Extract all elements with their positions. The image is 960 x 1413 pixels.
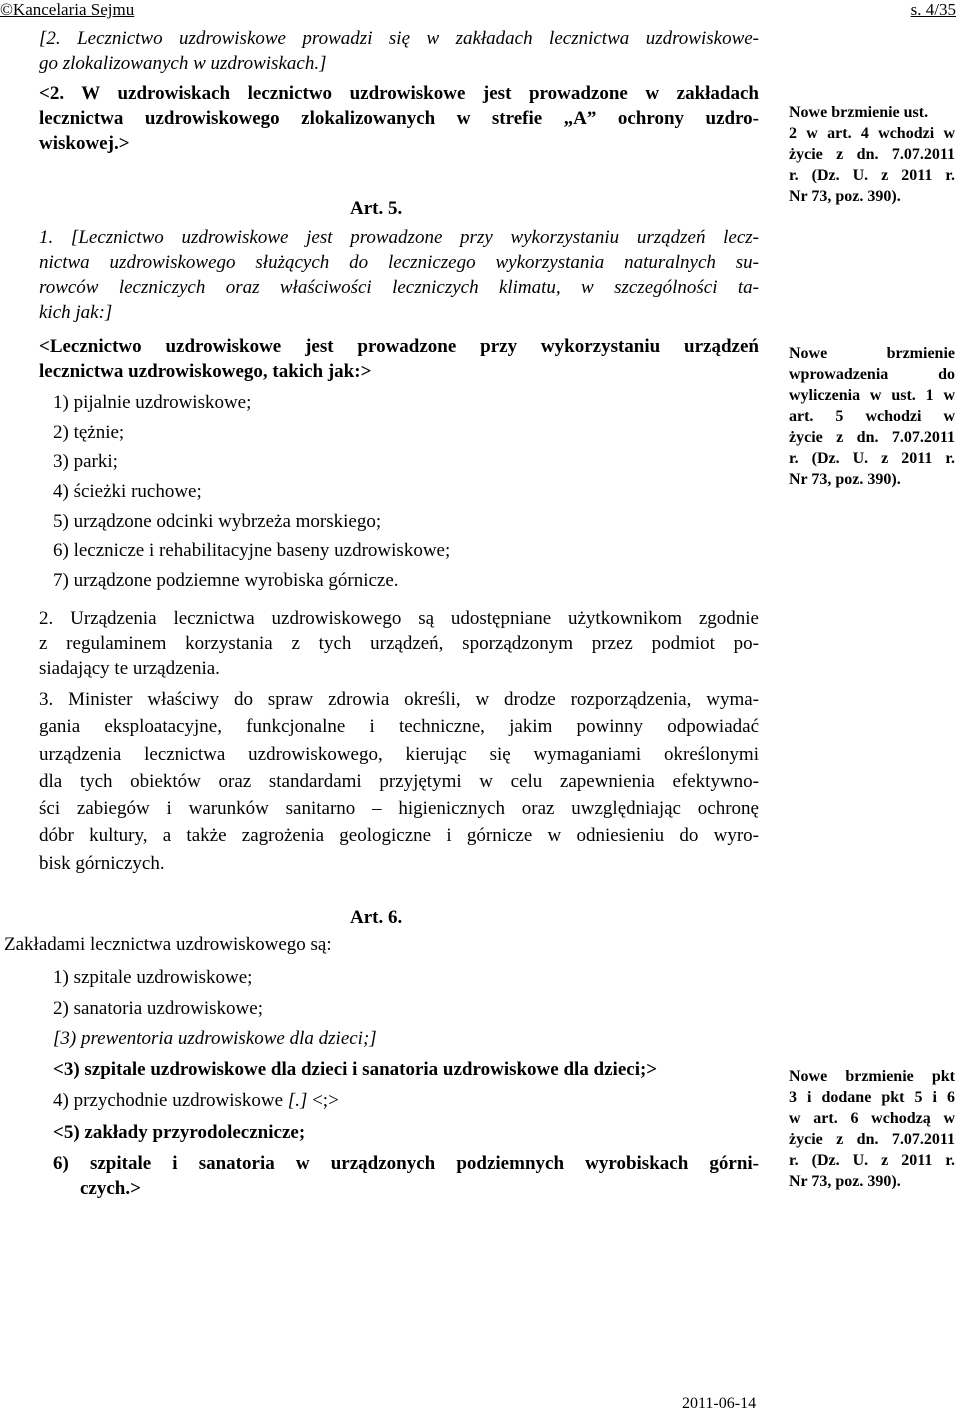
note-line: Nr 73, poz. 390). [789, 1173, 901, 1190]
note-line: r. (Dz. U. z 2011 r. [789, 1152, 955, 1169]
list-item: 1) pijalnie uzdrowiskowe; [53, 392, 252, 413]
note-line: Nowe brzmienie pkt [789, 1068, 955, 1085]
note-line: życie z dn. 7.07.2011 [789, 1131, 955, 1148]
document-source: ©Kancelaria Sejmu [0, 0, 135, 19]
art5-new-ust1 [39, 334, 759, 384]
note-line: w art. 6 wchodzą w [789, 1110, 955, 1127]
list-item: 3) parki; [53, 451, 118, 473]
text-line: 6) szpitale i sanatoria w urządzonych podziemnych wyrobiskach górni- [53, 1153, 759, 1174]
text-line: czych.> [80, 1178, 141, 1199]
footer-date: 2011-06-14 [682, 1395, 757, 1412]
art6-item-6 [53, 1151, 759, 1201]
note-line: Nowe brzmienie [789, 345, 955, 362]
text-line: wiskowej.> [39, 133, 130, 154]
note-line: r. (Dz. U. z 2011 r. [789, 450, 955, 467]
text-line: lecznictwa uzdrowiskowego zlokalizowanych w strefie „A” ochrony uzdro- [39, 108, 759, 129]
art6-item-4 [53, 1088, 339, 1113]
note-line: art. 5 wchodzi w [789, 408, 955, 425]
text-line: 1. [Lecznictwo uzdrowiskowe jest prowadzone przy wykorzystaniu urządzeń lecz- [39, 227, 759, 248]
note-line: Nowe brzmienie ust. [789, 104, 929, 121]
list-item: 4) ścieżki ruchowe; [53, 481, 202, 503]
page-number: s. 4/35 [910, 0, 956, 19]
side-note-art4 [789, 102, 955, 207]
text-line: 2. Urządzenia lecznictwa uzdrowiskowego są udostępniane użytkownikom zgodnie [39, 608, 759, 629]
list-item: 2) tężnie; [53, 421, 125, 443]
art5-heading: Art. 5. [350, 198, 403, 219]
art6-item-5: <5) zakłady przyrodolecznicze; [53, 1122, 306, 1143]
note-line: Nr 73, poz. 390). [789, 188, 901, 205]
side-note-art6 [789, 1066, 955, 1192]
art6-item-3-new: <3) szpitale uzdrowiskowe dla dzieci i sanatoria uzdrowiskowe dla dzieci;> [53, 1059, 658, 1080]
text-line: siadający te urządzenia. [39, 658, 220, 679]
note-line: życie z dn. 7.07.2011 [789, 429, 955, 446]
text-line: lecznictwa uzdrowiskowego, takich jak:> [39, 361, 372, 382]
text-line: <Lecznictwo uzdrowiskowe jest prowadzone przy wykorzystaniu urządzeń [39, 336, 759, 357]
art4-old-ust2 [39, 26, 759, 76]
note-line: 2 w art. 4 wchodzi w [789, 125, 955, 142]
text-line: kich jak:] [39, 302, 113, 323]
art5-ust2 [39, 606, 759, 681]
art6-item-1: 1) szpitale uzdrowiskowe; [53, 967, 253, 988]
text-line: 3. Minister właściwy do spraw zdrowia określi, w drodze rozporządzenia, wyma- [39, 689, 759, 710]
list-item: 7) urządzone podziemne wyrobiska górnicze. [53, 570, 399, 592]
art4-new-ust2 [39, 81, 759, 156]
note-line: wyliczenia w ust. 1 w [789, 387, 955, 404]
art5-old-ust1 [39, 225, 759, 325]
art5-item-list [53, 390, 450, 598]
text-line: z regulaminem korzystania z tych urządzeń, sporządzonym przez podmiot po- [39, 633, 759, 654]
list-item: 6) lecznicze i rehabilitacyjne baseny uzdrowiskowe; [53, 540, 451, 562]
text-line: go zlokalizowanych w uzdrowiskach.] [39, 53, 327, 74]
text-line: bisk górniczych. [39, 852, 165, 874]
item-text: 4) przychodnie uzdrowiskowe [53, 1090, 288, 1111]
art6-item-2: 2) sanatoria uzdrowiskowe; [53, 998, 263, 1019]
item-new-punct: <;> [307, 1090, 339, 1111]
side-note-art5 [789, 343, 955, 490]
text-line: <2. W uzdrowiskach lecznictwo uzdrowiskowe jest prowadzone w zakładach [39, 83, 759, 104]
art5-ust3 [39, 687, 759, 878]
list-item: 5) urządzone odcinki wybrzeża morskiego; [53, 510, 382, 532]
text-line: ści zabiegów i warunków sanitarno – higienicznych oraz uwzględniając ochronę [39, 798, 759, 820]
note-line: Nr 73, poz. 390). [789, 471, 901, 488]
text-line: nictwa uzdrowiskowego służących do leczniczego wykorzystania naturalnych su- [39, 252, 759, 273]
art6-intro: Zakładami lecznictwa uzdrowiskowego są: [4, 934, 332, 955]
text-line: gania eksploatacyjne, funkcjonalne i techniczne, jakim powinny odpowiadać [39, 716, 759, 738]
note-line: 3 i dodane pkt 5 i 6 [789, 1089, 955, 1106]
text-line: [2. Lecznictwo uzdrowiskowe prowadzi się w zakładach lecznictwa uzdrowiskowe- [39, 28, 759, 49]
text-line: dla tych obiektów oraz standardami przyjętymi w celu zapewnienia efektywno- [39, 770, 759, 792]
text-line: urządzenia lecznictwa uzdrowiskowego, kierując się wymaganiami określonymi [39, 743, 759, 765]
item-old-punct: [.] [287, 1090, 308, 1111]
text-line: dóbr kultury, a także zagrożenia geologiczne i górnicze w odniesieniu do wyro- [39, 825, 759, 847]
note-line: wprowadzenia do [789, 366, 955, 383]
text-line: rowców leczniczych oraz właściwości leczniczych klimatu, w szczególności ta- [39, 277, 759, 298]
note-line: życie z dn. 7.07.2011 [789, 146, 955, 163]
art6-item-3-old: [3) prewentoria uzdrowiskowe dla dzieci;] [53, 1028, 377, 1049]
note-line: r. (Dz. U. z 2011 r. [789, 167, 955, 184]
art6-heading: Art. 6. [350, 907, 403, 928]
